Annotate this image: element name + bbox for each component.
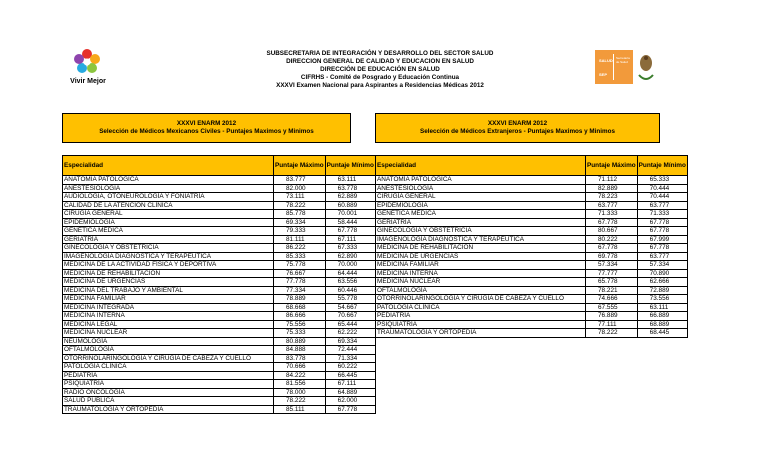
table-row — [63, 363, 376, 372]
min-score-cell: 67.333 — [325, 244, 375, 253]
min-score-cell: 65.444 — [325, 320, 375, 329]
specialty-cell: MEDICINA INTEGRADA — [63, 303, 274, 312]
min-score-cell: 67.778 — [325, 227, 375, 236]
specialty-cell: GERIATRÍA — [63, 235, 274, 244]
table-row — [63, 329, 376, 338]
header-line-2: DIRECCION GENERAL DE CALIDAD Y EDUCACION EN SALUD — [286, 58, 474, 66]
max-score-cell: 78.222 — [274, 201, 326, 210]
min-score-cell: 60.222 — [325, 363, 375, 372]
table-row — [63, 371, 376, 380]
min-score-cell: 64.889 — [325, 388, 375, 397]
min-score-cell: 62.222 — [325, 329, 375, 338]
document-header — [200, 50, 560, 90]
table-row — [376, 176, 688, 185]
specialty-cell: PSIQUIATRÍA — [63, 380, 274, 389]
min-score-cell: 60.889 — [325, 201, 375, 210]
max-score-cell: 83.778 — [274, 354, 326, 363]
left-title-2: Selección de Médicos Mexicanos Civiles - Puntajes Maximos y Minimos — [99, 128, 314, 135]
max-score-cell: 78.223 — [586, 193, 638, 202]
header-line-4: CIFRHS - Comité de Posgrado y Educación Continua — [300, 74, 460, 82]
min-score-cell: 62.890 — [325, 252, 375, 261]
max-score-cell: 77.334 — [274, 286, 326, 295]
specialty-cell: MEDICINA DE LA ACTIVIDAD FÍSICA Y DEPORTIVA — [63, 261, 274, 270]
specialty-cell: OFTALMOLOGÍA — [63, 346, 274, 355]
specialty-cell: GENÉTICA MÉDICA — [63, 227, 274, 236]
max-score-cell: 78.222 — [274, 397, 326, 406]
specialty-cell: ANATOMIA PATOLOGICA — [63, 176, 274, 185]
min-score-cell: 67.778 — [637, 244, 687, 253]
min-score-cell: 72.889 — [637, 286, 687, 295]
table-row — [376, 227, 688, 236]
table-row — [63, 261, 376, 270]
min-score-cell: 55.778 — [325, 295, 375, 304]
table-header-row — [376, 156, 688, 176]
table-header-row — [63, 156, 376, 176]
specialty-cell: MEDICINA INTERNA — [63, 312, 274, 321]
vivir-mejor-flower-icon — [72, 48, 102, 76]
table-row — [63, 235, 376, 244]
table-row — [63, 252, 376, 261]
max-score-cell: 82.889 — [586, 184, 638, 193]
min-score-cell: 66.889 — [637, 312, 687, 321]
mexicanos-table-body — [63, 176, 376, 414]
min-score-cell: 67.111 — [325, 235, 375, 244]
min-score-cell: 63.111 — [637, 303, 687, 312]
max-score-cell: 81.556 — [274, 380, 326, 389]
specialty-cell: CALIDAD DE LA ATENCIÓN CLÍNICA — [63, 201, 274, 210]
specialty-cell: OTORRINOLARINGOLOGÍA Y CIRUGÍA DE CABEZA Y CUELLO — [63, 354, 274, 363]
min-score-cell: 68.889 — [637, 320, 687, 329]
max-score-cell: 71.112 — [586, 176, 638, 185]
max-score-cell: 67.778 — [586, 244, 638, 253]
vivir-mejor-logo — [62, 48, 114, 88]
max-score-cell: 86.666 — [274, 312, 326, 321]
table-row — [63, 184, 376, 193]
min-score-cell: 70.001 — [325, 210, 375, 219]
specialty-cell: PSIQUIATRÍA — [376, 320, 586, 329]
specialty-cell: AUDIOLOGIA, OTONEUROLOGÍA Y FONIATRÍA — [63, 193, 274, 202]
table-row — [376, 286, 688, 295]
max-score-cell: 79.333 — [274, 227, 326, 236]
max-score-cell: 80.667 — [586, 227, 638, 236]
max-score-cell: 68.668 — [274, 303, 326, 312]
extranjeros-scores-table — [375, 155, 688, 338]
table-row — [376, 278, 688, 287]
table-row — [376, 303, 688, 312]
specialty-cell: PATOLOGÍA CLÍNICA — [376, 303, 586, 312]
table-row — [63, 176, 376, 185]
table-row — [376, 329, 688, 338]
specialty-cell: MEDICINA DE REHABILITACIÓN — [376, 244, 586, 253]
max-score-cell: 80.889 — [274, 337, 326, 346]
sep-salud-logo — [595, 50, 657, 84]
table-row — [376, 252, 688, 261]
specialty-cell: MEDICINA FAMILIAR — [376, 261, 586, 270]
table-row — [63, 380, 376, 389]
max-score-cell: 70.666 — [274, 363, 326, 372]
table-row — [63, 337, 376, 346]
specialty-cell: SALUD PÚBLICA — [63, 397, 274, 406]
max-score-cell: 78.000 — [274, 388, 326, 397]
min-score-cell: 62.000 — [325, 397, 375, 406]
table-row — [376, 193, 688, 202]
min-score-cell: 57.334 — [637, 261, 687, 270]
specialty-cell: GERIATRÍA — [376, 218, 586, 227]
min-score-cell: 71.334 — [325, 354, 375, 363]
max-score-cell: 77.111 — [586, 320, 638, 329]
table-row — [376, 218, 688, 227]
table-row — [63, 346, 376, 355]
specialty-cell: CIRUGÍA GENERAL — [376, 193, 586, 202]
min-score-cell: 63.111 — [325, 176, 375, 185]
max-score-cell: 85.111 — [274, 405, 326, 414]
specialty-cell: MEDICINA DE URGENCIAS — [63, 278, 274, 287]
table-row — [376, 210, 688, 219]
min-score-cell: 66.445 — [325, 371, 375, 380]
table-row — [63, 320, 376, 329]
col-puntaje-minimo: Puntaje Mínimo — [325, 156, 375, 176]
min-score-cell: 70.890 — [637, 269, 687, 278]
table-row — [63, 405, 376, 414]
table-row — [63, 269, 376, 278]
right-section-title — [375, 113, 660, 143]
max-score-cell: 75.556 — [274, 320, 326, 329]
max-score-cell: 78.221 — [586, 286, 638, 295]
sep-logo-divider — [613, 54, 614, 80]
max-score-cell: 71.333 — [586, 210, 638, 219]
max-score-cell: 75.333 — [274, 329, 326, 338]
table-row — [376, 269, 688, 278]
min-score-cell: 63.777 — [637, 252, 687, 261]
min-score-cell: 63.778 — [325, 184, 375, 193]
max-score-cell: 78.889 — [274, 295, 326, 304]
table-row — [63, 193, 376, 202]
max-score-cell: 67.778 — [586, 218, 638, 227]
max-score-cell: 83.777 — [274, 176, 326, 185]
table-row — [63, 278, 376, 287]
max-score-cell: 67.555 — [586, 303, 638, 312]
sep-logo-bottom: SEP — [599, 72, 608, 77]
right-title-1: XXXVI ENARM 2012 — [487, 120, 548, 127]
max-score-cell: 81.111 — [274, 235, 326, 244]
table-row — [63, 303, 376, 312]
min-score-cell: 62.666 — [637, 278, 687, 287]
min-score-cell: 69.334 — [325, 337, 375, 346]
max-score-cell: 65.778 — [586, 278, 638, 287]
table-row — [376, 320, 688, 329]
min-score-cell: 70.000 — [325, 261, 375, 270]
mexico-eagle-icon — [637, 53, 655, 81]
max-score-cell: 69.778 — [586, 252, 638, 261]
col-puntaje-maximo: Puntaje Máximo — [274, 156, 326, 176]
mexicanos-scores-table — [62, 155, 376, 414]
min-score-cell: 70.444 — [637, 193, 687, 202]
specialty-cell: RADIO ONCOLOGÍA — [63, 388, 274, 397]
max-score-cell: 74.666 — [586, 295, 638, 304]
min-score-cell: 62.889 — [325, 193, 375, 202]
max-score-cell: 77.777 — [586, 269, 638, 278]
table-row — [63, 295, 376, 304]
max-score-cell: 76.667 — [274, 269, 326, 278]
table-row — [63, 201, 376, 210]
min-score-cell: 67.778 — [637, 218, 687, 227]
specialty-cell: ANESTESIOLOGIA — [63, 184, 274, 193]
max-score-cell: 85.778 — [274, 210, 326, 219]
table-row — [63, 312, 376, 321]
table-row — [63, 218, 376, 227]
specialty-cell: MEDICINA DEL TRABAJO Y AMBIENTAL — [63, 286, 274, 295]
specialty-cell: MEDICINA DE URGENCIAS — [376, 252, 586, 261]
specialty-cell: IMAGENOLOGÍA DIAGNÓSTICA Y TERAPEUTICA — [63, 252, 274, 261]
min-score-cell: 70.444 — [637, 184, 687, 193]
specialty-cell: MEDICINA DE REHABILITACIÓN — [63, 269, 274, 278]
col-especialidad: Especialidad — [63, 156, 274, 176]
specialty-cell: MEDICINA INTERNA — [376, 269, 586, 278]
min-score-cell: 73.556 — [637, 295, 687, 304]
specialty-cell: MEDICINA LEGAL — [63, 320, 274, 329]
specialty-cell: OTORRINOLARINGOLOGÍA Y CIRUGÍA DE CABEZA Y CUELLO — [376, 295, 586, 304]
min-score-cell: 72.444 — [325, 346, 375, 355]
min-score-cell: 63.777 — [637, 201, 687, 210]
table-row — [63, 354, 376, 363]
min-score-cell: 68.445 — [637, 329, 687, 338]
sep-logo-right-text: Secretaría de Salud — [616, 56, 630, 64]
min-score-cell: 63.556 — [325, 278, 375, 287]
min-score-cell: 65.333 — [637, 176, 687, 185]
min-score-cell: 58.444 — [325, 218, 375, 227]
table-row — [376, 312, 688, 321]
col-puntaje-minimo: Puntaje Mínimo — [637, 156, 687, 176]
max-score-cell: 77.778 — [274, 278, 326, 287]
table-row — [376, 235, 688, 244]
min-score-cell: 70.667 — [325, 312, 375, 321]
specialty-cell: GINECOLOGÍA Y OBSTETRICIA — [376, 227, 586, 236]
min-score-cell: 64.444 — [325, 269, 375, 278]
min-score-cell: 67.111 — [325, 380, 375, 389]
table-row — [63, 397, 376, 406]
max-score-cell: 57.334 — [586, 261, 638, 270]
table-row — [63, 227, 376, 236]
max-score-cell: 78.222 — [586, 329, 638, 338]
left-section-title — [62, 113, 351, 143]
min-score-cell: 67.778 — [637, 227, 687, 236]
table-row — [376, 261, 688, 270]
min-score-cell: 67.778 — [325, 405, 375, 414]
max-score-cell: 85.333 — [274, 252, 326, 261]
table-row — [376, 244, 688, 253]
specialty-cell: MEDICINA FAMILIAR — [63, 295, 274, 304]
max-score-cell: 75.778 — [274, 261, 326, 270]
header-line-3: DIRECCIÓN DE EDUCACIÓN EN SALUD — [320, 66, 440, 74]
table-row — [63, 244, 376, 253]
table-row — [63, 210, 376, 219]
min-score-cell: 67.999 — [637, 235, 687, 244]
min-score-cell: 54.667 — [325, 303, 375, 312]
logo-caption: Vivir Mejor — [70, 78, 106, 85]
table-row — [63, 286, 376, 295]
max-score-cell: 82.000 — [274, 184, 326, 193]
header-line-1: SUBSECRETARIA DE INTEGRACIÓN Y DESARROLLO DEL SECTOR SALUD — [266, 50, 494, 57]
specialty-cell: TRAUMATOLOGÍA Y ORTOPEDIA — [376, 329, 586, 338]
specialty-cell: CIRUGÍA GENERAL — [63, 210, 274, 219]
specialty-cell: GINECOLOGÍA Y OBSTETRICIA — [63, 244, 274, 253]
specialty-cell: PATOLOGÍA CLÍNICA — [63, 363, 274, 372]
min-score-cell: 71.333 — [637, 210, 687, 219]
specialty-cell: IMAGENOLOGÍA DIAGNÓSTICA Y TERAPÉUTICA — [376, 235, 586, 244]
header-line-5: XXXVI Examen Nacional para Aspirantes a Residencias Médicas 2012 — [276, 82, 484, 90]
max-score-cell: 76.889 — [586, 312, 638, 321]
specialty-cell: EPIDEMIOLOGÍA — [376, 201, 586, 210]
extranjeros-table-body — [376, 176, 688, 338]
table-row — [376, 295, 688, 304]
left-title-1: XXXVI ENARM 2012 — [176, 120, 237, 127]
specialty-cell: EPIDEMIOLOGÍA — [63, 218, 274, 227]
specialty-cell: OFTALMOLOGÍA — [376, 286, 586, 295]
max-score-cell: 69.334 — [274, 218, 326, 227]
max-score-cell: 84.888 — [274, 346, 326, 355]
specialty-cell: MEDICINA NUCLEAR — [376, 278, 586, 287]
col-puntaje-maximo: Puntaje Máximo — [586, 156, 638, 176]
specialty-cell: ANATOMÍA PATOLÓGICA — [376, 176, 586, 185]
col-especialidad: Especialidad — [376, 156, 586, 176]
table-row — [63, 388, 376, 397]
table-row — [376, 201, 688, 210]
specialty-cell: TRAUMATOLOGÍA Y ORTOPEDIA — [63, 405, 274, 414]
specialty-cell: PEDIATRÍA — [376, 312, 586, 321]
sep-logo-box — [595, 50, 633, 84]
max-score-cell: 84.222 — [274, 371, 326, 380]
max-score-cell: 73.111 — [274, 193, 326, 202]
table-row — [376, 184, 688, 193]
max-score-cell: 80.222 — [586, 235, 638, 244]
specialty-cell: MEDICINA NUCLEAR — [63, 329, 274, 338]
specialty-cell: GENÉTICA MÉDICA — [376, 210, 586, 219]
min-score-cell: 60.446 — [325, 286, 375, 295]
right-title-2: Selección de Médicos Extranjeros - Puntajes Maximos y Minimos — [420, 128, 615, 135]
max-score-cell: 86.222 — [274, 244, 326, 253]
specialty-cell: PEDIATRÍA — [63, 371, 274, 380]
sep-logo-top: SALUD — [599, 58, 613, 63]
specialty-cell: ANESTESIOLOGÍA — [376, 184, 586, 193]
specialty-cell: NEUMOLOGÍA — [63, 337, 274, 346]
max-score-cell: 63.777 — [586, 201, 638, 210]
